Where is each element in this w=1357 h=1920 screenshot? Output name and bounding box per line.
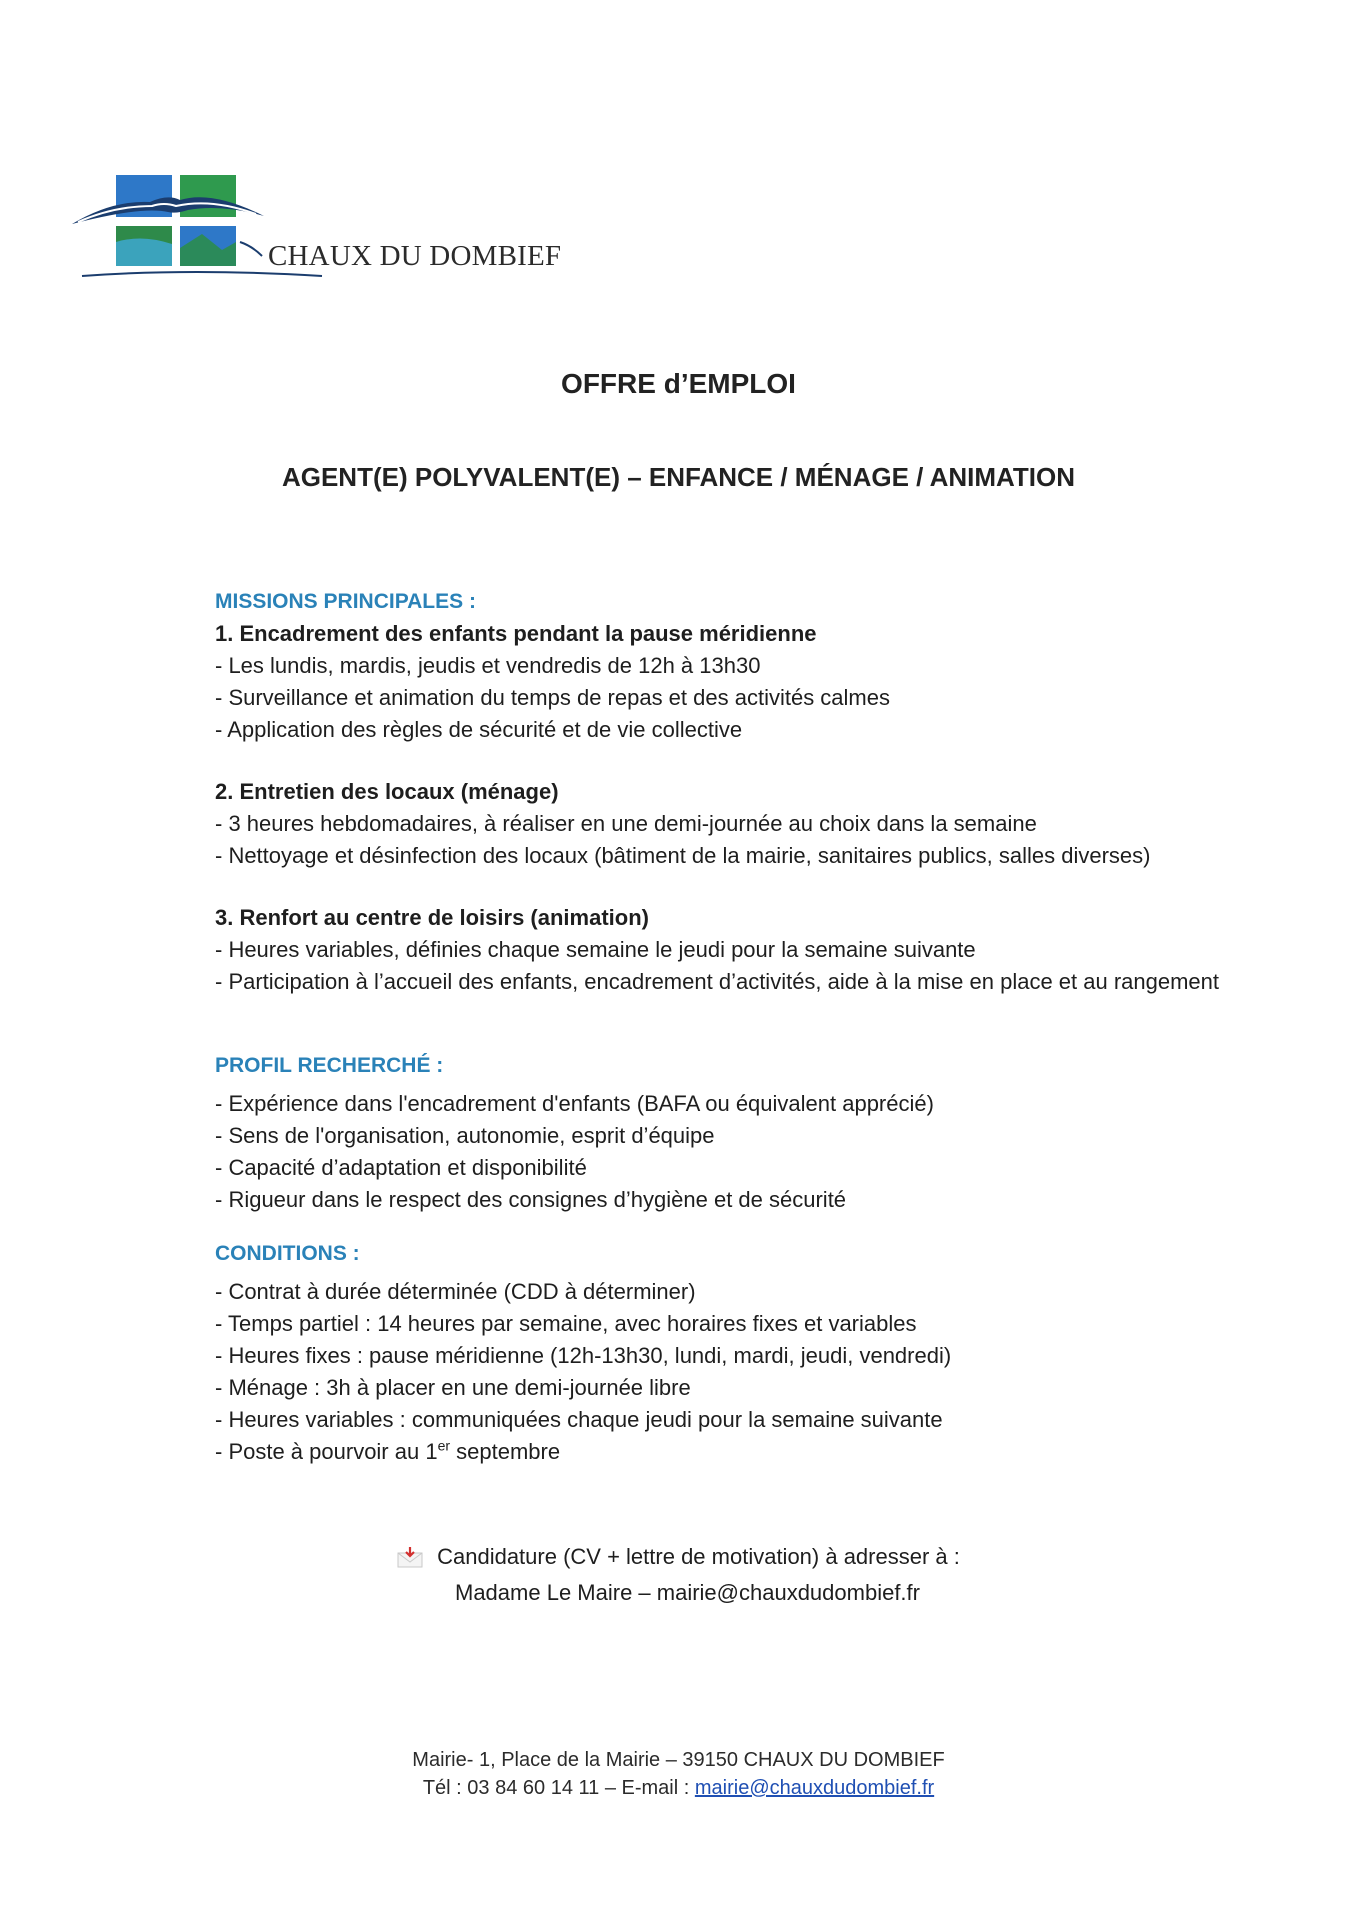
list-item: - Temps partiel : 14 heures par semaine, avec horaires fixes et variables bbox=[215, 1311, 917, 1336]
footer bbox=[0, 1746, 1357, 1802]
footer-contact bbox=[0, 1774, 1357, 1802]
logo-text: CHAUX DU DOMBIEF bbox=[268, 240, 562, 272]
missions-heading: MISSIONS PRINCIPALES : bbox=[215, 590, 476, 613]
start-date-prefix: - Poste à pourvoir au 1 bbox=[215, 1439, 438, 1464]
list-item: - Ménage : 3h à placer en une demi-journée libre bbox=[215, 1375, 691, 1400]
start-date-suffix: septembre bbox=[450, 1439, 561, 1464]
list-item: - Nettoyage et désinfection des locaux (bâtiment de la mairie, sanitaires publics, salles diverses) bbox=[215, 843, 1151, 868]
list-item: - Sens de l'organisation, autonomie, esprit d’équipe bbox=[215, 1123, 715, 1148]
list-item: - Heures variables, définies chaque semaine le jeudi pour la semaine suivante bbox=[215, 937, 976, 962]
list-item: - Contrat à durée déterminée (CDD à déterminer) bbox=[215, 1279, 696, 1304]
mission-list bbox=[215, 934, 1295, 998]
list-item: - Participation à l’accueil des enfants, encadrement d’activités, aide à la mise en place et au rangement bbox=[215, 969, 1220, 994]
footer-email-link[interactable]: mairie@chauxdudombief.fr bbox=[694, 1777, 935, 1799]
municipality-logo bbox=[72, 172, 562, 282]
conditions-heading: CONDITIONS : bbox=[215, 1242, 360, 1265]
application-contact: Madame Le Maire – mairie@chauxdudombief.fr bbox=[455, 1580, 920, 1605]
mission-title: 3. Renfort au centre de loisirs (animation) bbox=[215, 905, 649, 930]
list-item: - Application des règles de sécurité et de vie collective bbox=[215, 717, 743, 742]
list-item: - Rigueur dans le respect des consignes d’hygiène et de sécurité bbox=[215, 1187, 847, 1212]
offer-content bbox=[215, 586, 1295, 1468]
conditions-list bbox=[215, 1276, 1295, 1468]
mission-list bbox=[215, 650, 1295, 746]
list-item: - Heures variables : communiquées chaque jeudi pour la semaine suivante bbox=[215, 1407, 943, 1432]
list-item: - Les lundis, mardis, jeudis et vendredis de 12h à 13h30 bbox=[215, 653, 761, 678]
list-item: - 3 heures hebdomadaires, à réaliser en une demi-journée au choix dans la semaine bbox=[215, 811, 1037, 836]
footer-address: Mairie- 1, Place de la Mairie – 39150 CHAUX DU DOMBIEF bbox=[412, 1749, 945, 1771]
mission-list bbox=[215, 808, 1295, 872]
page-title: OFFRE d’EMPLOI bbox=[561, 368, 796, 399]
list-item: - Surveillance et animation du temps de repas et des activités calmes bbox=[215, 685, 890, 710]
job-title: AGENT(E) POLYVALENT(E) – ENFANCE / MÉNAGE / ANIMATION bbox=[281, 462, 1076, 492]
mail-icon bbox=[397, 1546, 423, 1568]
start-date-sup: er bbox=[437, 1437, 451, 1454]
application-section bbox=[0, 1541, 1357, 1609]
list-item: - Expérience dans l'encadrement d'enfants (BAFA ou équivalent apprécié) bbox=[215, 1091, 934, 1116]
application-line bbox=[397, 1541, 960, 1573]
mission-title: 2. Entretien des locaux (ménage) bbox=[215, 779, 559, 804]
list-item-start-date bbox=[215, 1436, 1295, 1468]
profile-list bbox=[215, 1088, 1295, 1216]
application-instruction: Candidature (CV + lettre de motivation) à adresser à : bbox=[437, 1544, 960, 1569]
list-item: - Capacité d’adaptation et disponibilité bbox=[215, 1155, 587, 1180]
mission-title: 1. Encadrement des enfants pendant la pause méridienne bbox=[215, 621, 817, 646]
footer-phone: Tél : 03 84 60 14 11 – E-mail : bbox=[422, 1777, 695, 1799]
profile-heading: PROFIL RECHERCHÉ : bbox=[215, 1054, 444, 1077]
list-item: - Heures fixes : pause méridienne (12h-13h30, lundi, mardi, jeudi, vendredi) bbox=[215, 1343, 952, 1368]
